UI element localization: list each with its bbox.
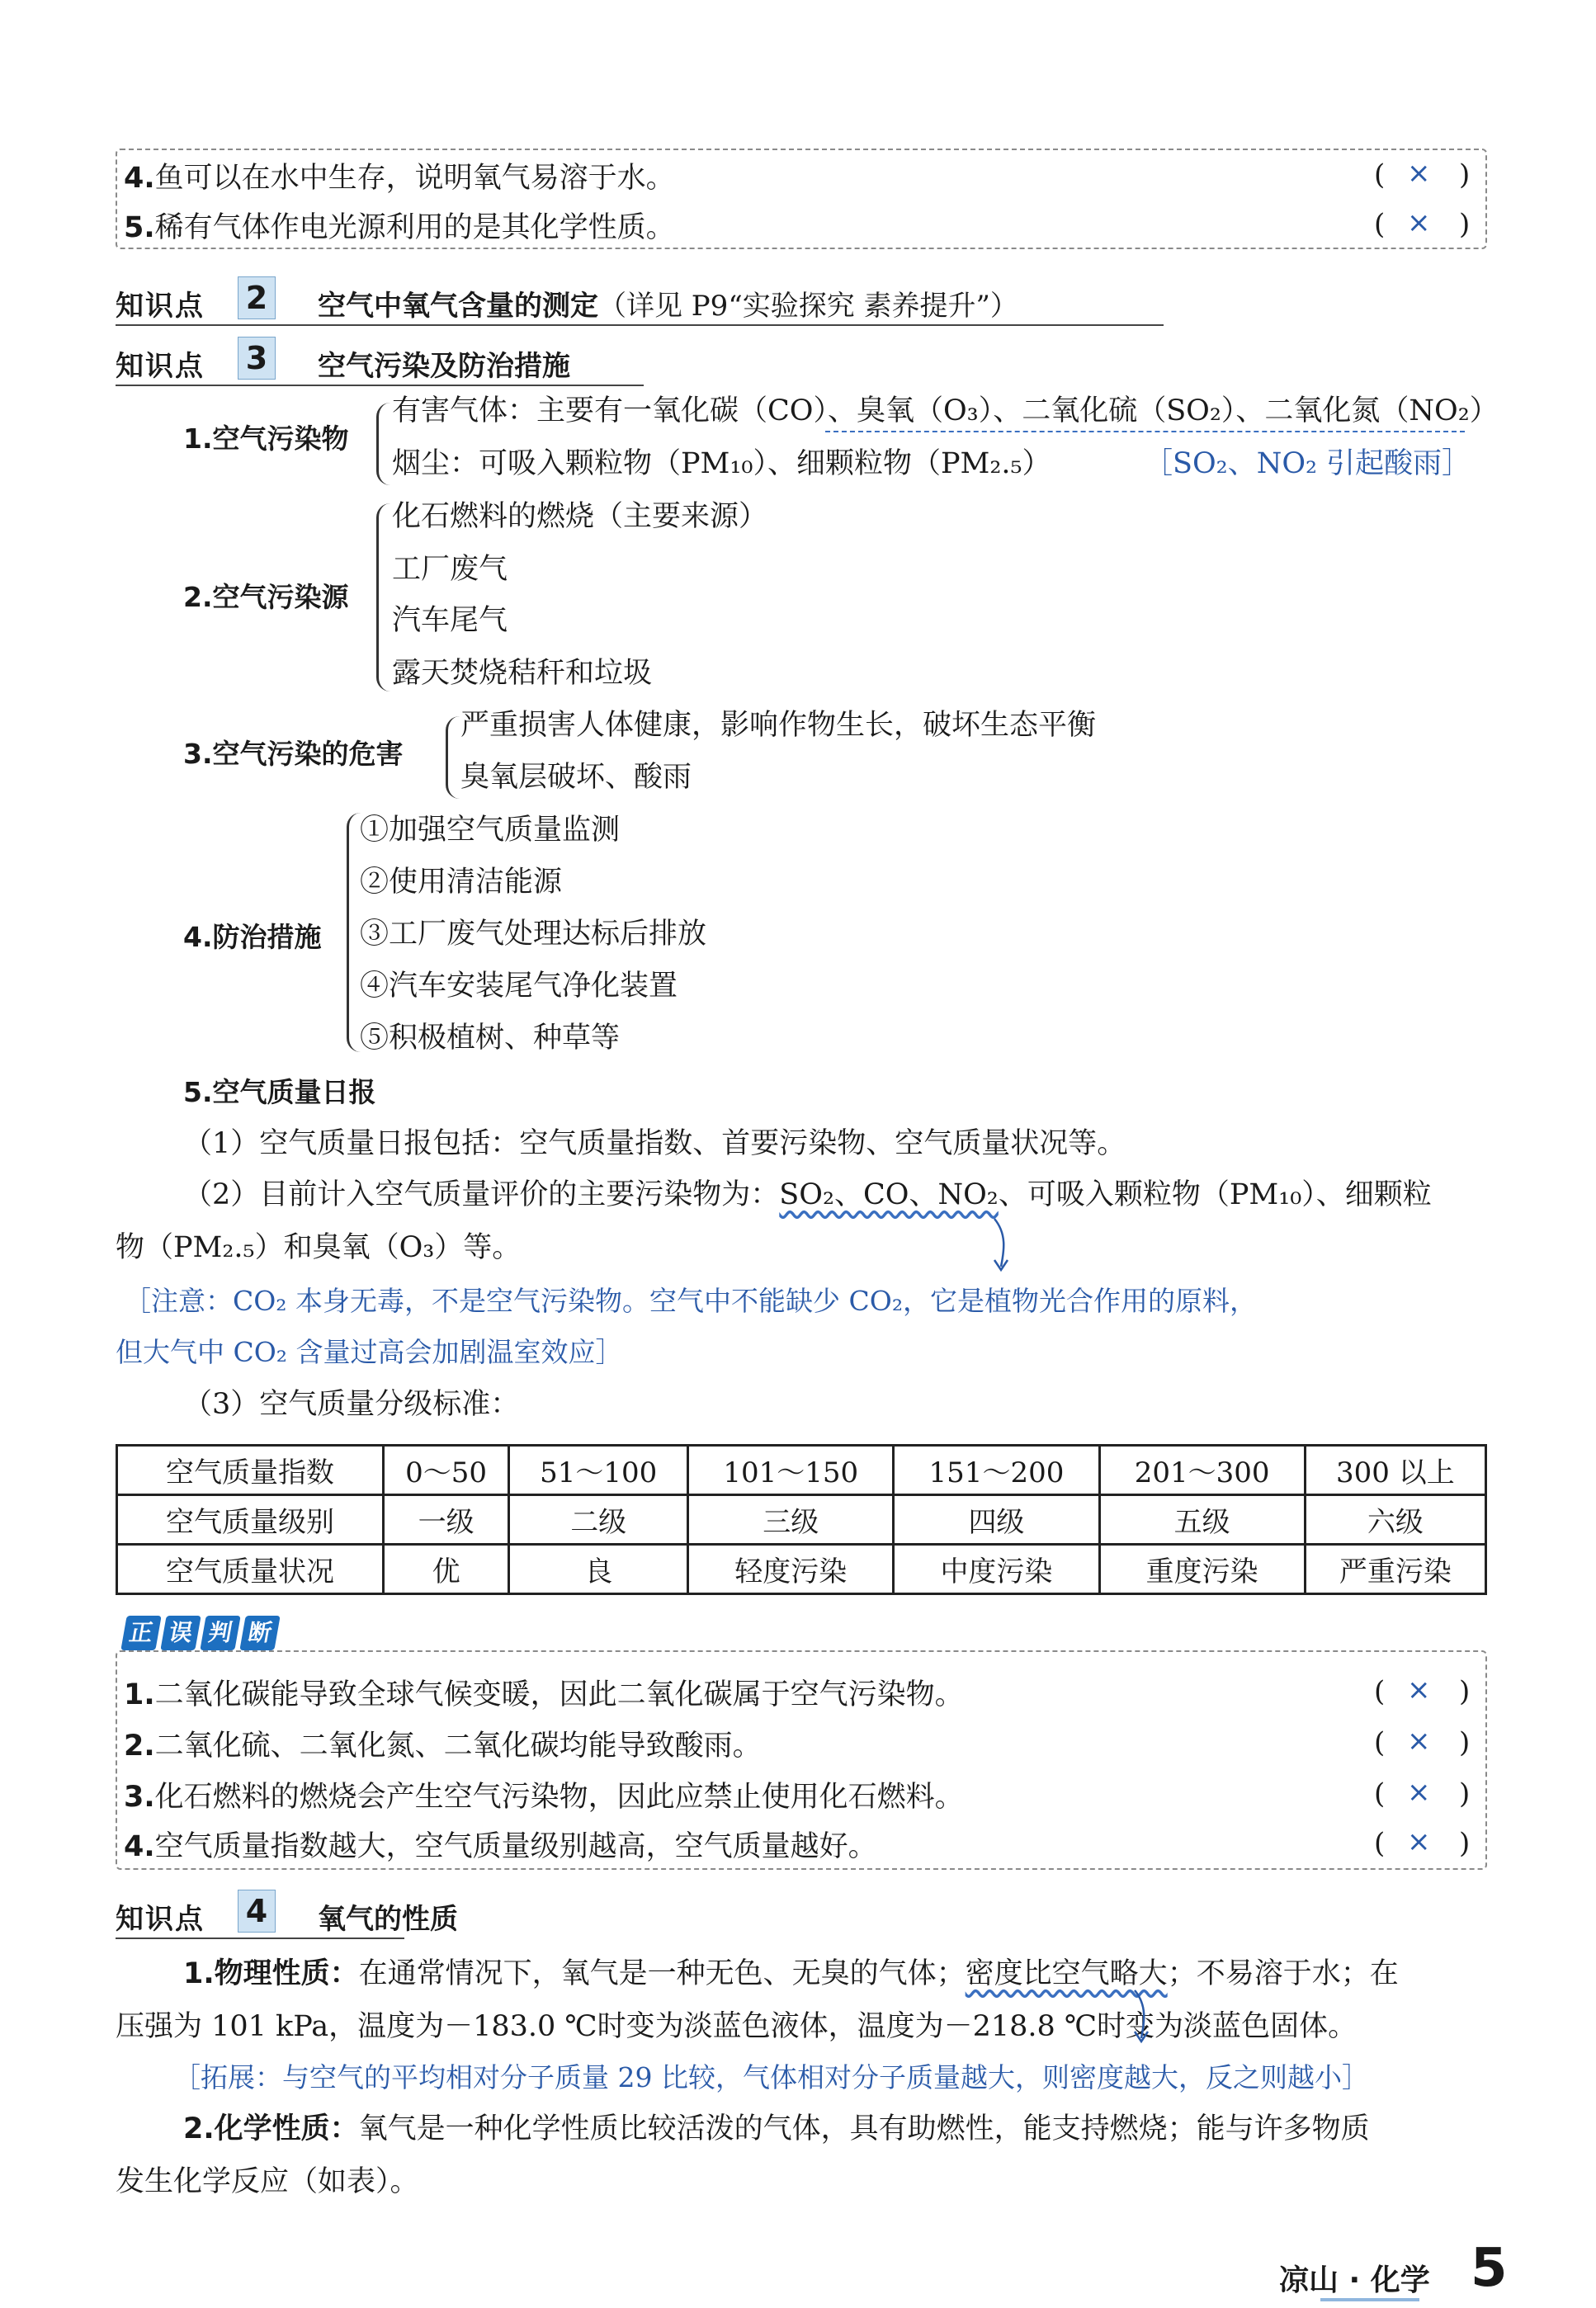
knowledge-point-2-header [116, 276, 1164, 323]
cross-mark: × [1407, 1725, 1431, 1758]
harms-label: 3.空气污染的危害 [183, 738, 404, 770]
measures-label: 4.防治措施 [183, 921, 322, 953]
table-cell: 101～150 [688, 1446, 894, 1495]
oxygen-physical-line1: 1.物理性质：在通常情况下，氧气是一种无色、无臭的气体；密度比空气略大；不易溶于水；在 [183, 1957, 1399, 1990]
tag-char: 判 [200, 1616, 240, 1650]
density-note: ［拓展：与空气的平均相对分子质量 29 比较，气体相对分子质量越大，则密度越大，反之则越小］ [173, 2061, 1369, 2093]
section-title: 空气中氧气含量的测定（详见 P9“实验探究 素养提升”） [318, 290, 1018, 323]
knowledge-point-4-header [116, 1890, 1164, 1936]
table-cell: 良 [509, 1545, 688, 1594]
table-cell: 五级 [1099, 1495, 1305, 1545]
oxygen-chemical-line2: 发生化学反应（如表）。 [116, 2165, 419, 2198]
section-number: 4 [238, 1890, 276, 1933]
co2-note-line1: ［注意：CO₂ 本身无毒，不是空气污染物。空气中不能缺少 CO₂，它是植物光合作用的原料， [124, 1285, 1258, 1317]
footer-decoration [1320, 2298, 1419, 2301]
table-row [117, 1446, 1486, 1495]
section-title: 氧气的性质 [318, 1903, 458, 1936]
cross-mark: × [1407, 1776, 1431, 1809]
pollutant-dust: 烟尘：可吸入颗粒物（PM₁₀）、细颗粒物（PM₂.₅） [392, 447, 1051, 480]
judgement-item: 4.空气质量指数越大，空气质量级别越高，空气质量越好。 [124, 1830, 877, 1863]
tag-char: 误 [160, 1616, 201, 1650]
daily-report-p3: （3）空气质量分级标准： [183, 1388, 520, 1421]
table-cell: 151～200 [894, 1446, 1099, 1495]
table-cell: 空气质量指数 [117, 1446, 384, 1495]
knowledge-point-3-header [116, 337, 1164, 383]
key-pollutants: SO₂、CO、NO₂ [779, 1178, 999, 1211]
table-cell: 300 以上 [1305, 1446, 1485, 1495]
item-text: 鱼可以在水中生存，说明氧气易溶于水。 [154, 162, 675, 195]
source-item: 化石燃料的燃烧（主要来源） [392, 500, 768, 533]
oxygen-chemical-line1: 2.化学性质：氧气是一种化学性质比较活泼的气体，具有助燃性，能支持燃烧；能与许多物质 [183, 2112, 1370, 2145]
table-cell: 空气质量状况 [117, 1545, 384, 1594]
table-cell: 重度污染 [1099, 1545, 1305, 1594]
table-cell: 一级 [384, 1495, 509, 1545]
table-cell: 四级 [894, 1495, 1099, 1545]
co2-note-line2: 但大气中 CO₂ 含量过高会加剧温室效应］ [116, 1336, 623, 1368]
table-cell: 中度污染 [894, 1545, 1099, 1594]
tag-char: 断 [239, 1616, 280, 1650]
table-cell: 二级 [509, 1495, 688, 1545]
judgement-item: 1.二氧化碳能导致全球气候变暖，因此二氧化碳属于空气污染物。 [124, 1678, 964, 1711]
harm-item: 臭氧层破坏、酸雨 [460, 761, 692, 794]
table-cell: 0～50 [384, 1446, 509, 1495]
table-cell: 三级 [688, 1495, 894, 1545]
source-item: 露天焚烧秸秆和垃圾 [392, 657, 653, 690]
oxygen-physical-line2: 压强为 101 kPa，温度为－183.0 ℃时变为淡蓝色液体，温度为－218.8 ℃时变为淡蓝色固体。 [116, 2010, 1358, 2043]
judgement-item: 2.二氧化硫、二氧化氮、二氧化碳均能导致酸雨。 [124, 1730, 762, 1763]
section-underline [116, 385, 644, 386]
section-label: 知识点 [116, 290, 205, 323]
judgement-item [124, 208, 675, 248]
measure-item: ③工厂废气处理达标后排放 [360, 918, 707, 951]
item-number: 4. [124, 162, 155, 195]
measure-item: ①加强空气质量监测 [360, 814, 621, 847]
measure-item: ⑤积极植树、种草等 [360, 1022, 621, 1055]
section-number: 3 [238, 337, 276, 380]
cross-mark: × [1407, 157, 1431, 190]
daily-report-p1: （1）空气质量日报包括：空气质量指数、首要污染物、空气质量状况等。 [183, 1127, 1126, 1160]
arrow-icon [1126, 1989, 1159, 2046]
table-cell: 六级 [1305, 1495, 1485, 1545]
section-title: 空气污染及防治措施 [318, 350, 570, 383]
measure-item: ②使用清洁能源 [360, 866, 563, 899]
daily-report-p2-cont: 物（PM₂.₅）和臭氧（O₃）等。 [116, 1231, 522, 1264]
judgement-item [124, 158, 675, 198]
page-number: 5 [1471, 2238, 1508, 2299]
section-underline [116, 324, 1164, 326]
wavy-underline [825, 431, 1465, 432]
table-cell: 201～300 [1099, 1446, 1305, 1495]
table-cell: 严重污染 [1305, 1545, 1485, 1594]
table-cell: 空气质量级别 [117, 1495, 384, 1545]
pollutant-gas: 有害气体：主要有一氧化碳（CO）、臭氧（O₃）、二氧化硫（SO₂）、二氧化氮（NO₂） [392, 394, 1499, 427]
daily-report-p2: （2）目前计入空气质量评价的主要污染物为：SO₂、CO、NO₂、可吸入颗粒物（PM₁₀）、细颗粒 [183, 1178, 1432, 1211]
table-row [117, 1495, 1486, 1545]
harm-item: 严重损害人体健康，影响作物生长，破坏生态平衡 [460, 709, 1097, 742]
air-quality-table [116, 1444, 1487, 1595]
density-phrase: 密度比空气略大 [965, 1957, 1168, 1990]
section-number: 2 [238, 276, 276, 319]
daily-report-label: 5.空气质量日报 [183, 1076, 376, 1108]
judgement-item: 3.化石燃料的燃烧会产生空气污染物，因此应禁止使用化石燃料。 [124, 1781, 964, 1814]
item-number: 5. [124, 211, 155, 244]
source-item: 汽车尾气 [392, 604, 508, 637]
brace [376, 503, 390, 691]
tag-char: 正 [120, 1616, 161, 1650]
section-label: 知识点 [116, 350, 205, 383]
item-text: 稀有气体作电光源利用的是其化学性质。 [154, 211, 675, 244]
source-item: 工厂废气 [392, 553, 508, 586]
cross-mark: × [1407, 1825, 1431, 1858]
table-cell: 轻度污染 [688, 1545, 894, 1594]
pollutants-label: 1.空气污染物 [183, 422, 349, 455]
acid-rain-note: ［SO₂、NO₂ 引起酸雨］ [1144, 447, 1471, 480]
arrow-icon [986, 1217, 1019, 1275]
true-false-tag [124, 1616, 282, 1654]
footer-subject: 凉山 · 化学 [1279, 2263, 1430, 2297]
section-label: 知识点 [116, 1903, 205, 1936]
table-row [117, 1545, 1486, 1594]
table-cell: 优 [384, 1545, 509, 1594]
sources-label: 2.空气污染源 [183, 581, 349, 613]
brace [376, 403, 390, 485]
section-underline [116, 1937, 404, 1939]
cross-mark: × [1407, 1673, 1431, 1706]
brace [446, 716, 460, 799]
cross-mark: × [1407, 206, 1431, 239]
table-cell: 51～100 [509, 1446, 688, 1495]
measure-item: ④汽车安装尾气净化装置 [360, 970, 678, 1003]
brace [347, 813, 361, 1052]
